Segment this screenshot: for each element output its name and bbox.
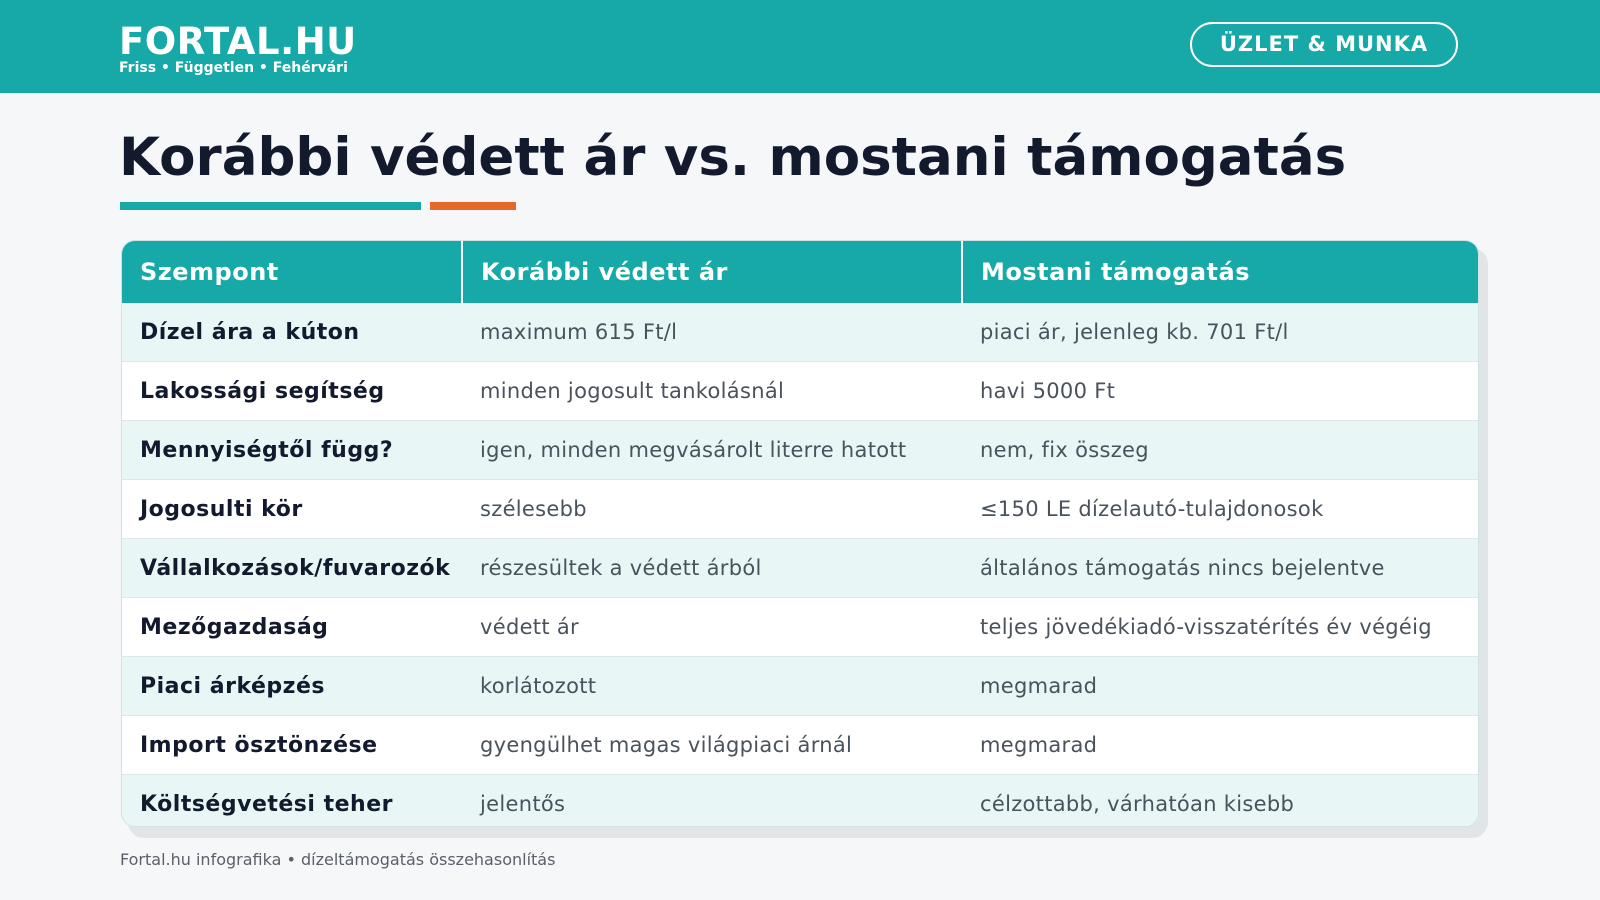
table-row: [122, 716, 1478, 775]
column-header-aspect: Szempont: [122, 241, 462, 303]
row-aspect-cell: Költségvetési teher: [122, 775, 462, 828]
row-previous-cell: igen, minden megvásárolt literre hatott: [462, 421, 962, 480]
table-row: [122, 362, 1478, 421]
table-row: [122, 539, 1478, 598]
row-current-cell: általános támogatás nincs bejelentve: [962, 539, 1478, 598]
row-aspect-cell: Jogosulti kör: [122, 480, 462, 539]
logo-tagline: Friss • Független • Fehérvári: [119, 60, 348, 76]
row-current-cell: megmarad: [962, 716, 1478, 775]
row-previous-cell: gyengülhet magas világpiaci árnál: [462, 716, 962, 775]
row-current-cell: megmarad: [962, 657, 1478, 716]
row-previous-cell: korlátozott: [462, 657, 962, 716]
row-current-cell: piaci ár, jelenleg kb. 701 Ft/l: [962, 303, 1478, 362]
row-aspect-cell: Mennyiségtől függ?: [122, 421, 462, 480]
row-aspect-cell: Dízel ára a kúton: [122, 303, 462, 362]
table-row: [122, 775, 1478, 828]
top-bar: [0, 0, 1600, 93]
comparison-table: [122, 241, 1478, 827]
row-previous-cell: minden jogosult tankolásnál: [462, 362, 962, 421]
column-header-current: Mostani támogatás: [962, 241, 1478, 303]
site-logo[interactable]: [119, 22, 357, 76]
row-aspect-cell: Vállalkozások/fuvarozók: [122, 539, 462, 598]
category-badge[interactable]: ÜZLET & MUNKA: [1190, 22, 1458, 67]
footer-caption: Fortal.hu infografika • dízeltámogatás összehasonlítás: [120, 850, 556, 869]
column-header-previous: Korábbi védett ár: [462, 241, 962, 303]
title-underline-accent: [120, 202, 421, 210]
table-row: [122, 480, 1478, 539]
table-row: [122, 598, 1478, 657]
row-aspect-cell: Mezőgazdaság: [122, 598, 462, 657]
table-header-row: [122, 241, 1478, 303]
table-row: [122, 303, 1478, 362]
row-previous-cell: részesültek a védett árból: [462, 539, 962, 598]
row-current-cell: nem, fix összeg: [962, 421, 1478, 480]
page-title: Korábbi védett ár vs. mostani támogatás: [119, 127, 1347, 188]
row-current-cell: havi 5000 Ft: [962, 362, 1478, 421]
table-row: [122, 657, 1478, 716]
table-row: [122, 421, 1478, 480]
row-previous-cell: szélesebb: [462, 480, 962, 539]
row-previous-cell: jelentős: [462, 775, 962, 828]
row-current-cell: teljes jövedékiadó-visszatérítés év végéig: [962, 598, 1478, 657]
title-underline-secondary: [430, 202, 516, 210]
comparison-table-card: [121, 240, 1479, 827]
row-current-cell: ≤150 LE dízelautó-tulajdonosok: [962, 480, 1478, 539]
row-aspect-cell: Lakossági segítség: [122, 362, 462, 421]
logo-name: FORTAL.HU: [119, 20, 357, 63]
row-current-cell: célzottabb, várhatóan kisebb: [962, 775, 1478, 828]
row-previous-cell: maximum 615 Ft/l: [462, 303, 962, 362]
row-previous-cell: védett ár: [462, 598, 962, 657]
row-aspect-cell: Import ösztönzése: [122, 716, 462, 775]
row-aspect-cell: Piaci árképzés: [122, 657, 462, 716]
